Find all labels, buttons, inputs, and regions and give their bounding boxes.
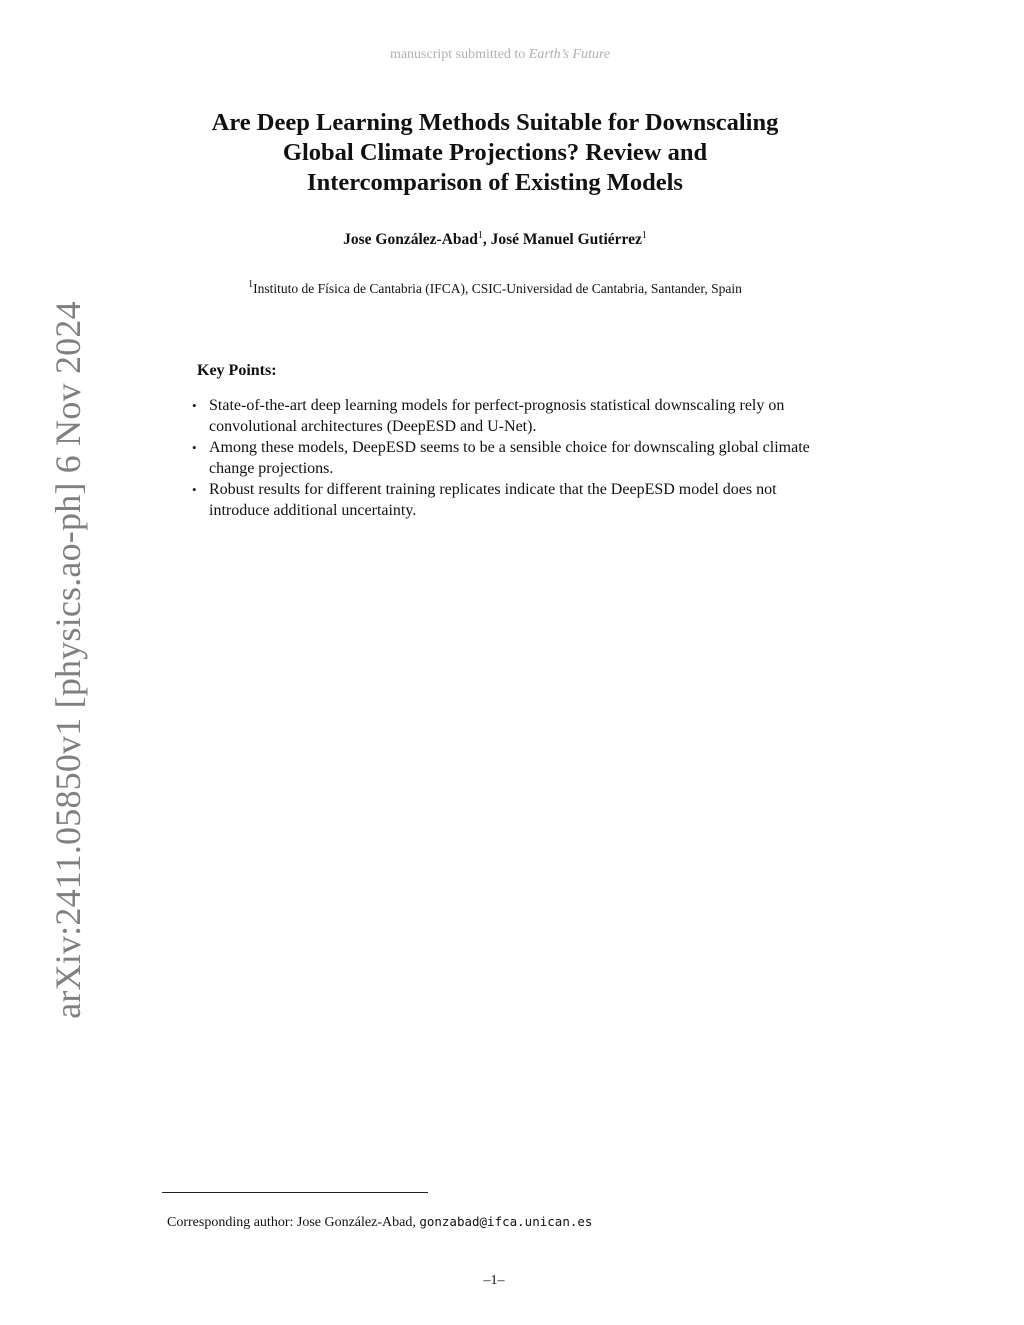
bullet-icon: • — [192, 482, 197, 497]
footnote-divider — [162, 1192, 428, 1193]
author-email-link[interactable]: gonzabad@ifca.unican.es — [419, 1214, 593, 1229]
affiliation-text: Instituto de Física de Cantabria (IFCA), CSIC-Universidad de Cantabria, Santander, Spain — [253, 281, 742, 296]
page-number: –1– — [483, 1273, 505, 1288]
affiliation-mark: 1 — [248, 279, 254, 290]
author-name: Jose González-Abad — [343, 231, 478, 248]
key-point-text: Robust results for different training replicates indicate that the DeepESD model does not introduce additional uncertainty. — [209, 481, 777, 519]
affiliation-mark: 1 — [477, 230, 483, 241]
paper-title — [150, 108, 840, 198]
author-name: José Manuel Gutiérrez — [490, 231, 642, 248]
arxiv-identifier-stamp[interactable]: arXiv:2411.05850v1 [physics.ao-ph] 6 Nov 2024 — [48, 301, 88, 1019]
running-header — [0, 47, 1000, 63]
key-points-list — [190, 396, 840, 522]
key-point-item — [190, 480, 840, 521]
key-point-text: Among these models, DeepESD seems to be a sensible choice for downscaling global climate change projections. — [209, 439, 810, 477]
footnote-label: Corresponding author: Jose González-Abad, — [167, 1215, 416, 1230]
corresponding-author-footnote — [167, 1214, 592, 1231]
bullet-icon: • — [192, 398, 197, 413]
title-line: Are Deep Learning Methods Suitable for Downscaling — [211, 109, 779, 136]
key-point-item — [190, 438, 840, 479]
bullet-icon: • — [192, 440, 197, 455]
author-separator: , — [482, 231, 491, 248]
key-points-heading: Key Points: — [197, 362, 277, 379]
author-list — [150, 231, 840, 249]
journal-name: Earth’s Future — [528, 47, 611, 62]
title-line: Intercomparison of Existing Models — [307, 169, 683, 196]
key-point-text: State-of-the-art deep learning models for perfect-prognosis statistical downscaling rely on convolutional architectures (DeepESD and U-Net). — [209, 397, 785, 435]
title-line: Global Climate Projections? Review and — [282, 139, 708, 166]
affiliation — [150, 281, 840, 297]
affiliation-mark: 1 — [641, 230, 647, 241]
key-point-item — [190, 396, 840, 437]
running-header-prefix: manuscript submitted to — [389, 47, 526, 62]
